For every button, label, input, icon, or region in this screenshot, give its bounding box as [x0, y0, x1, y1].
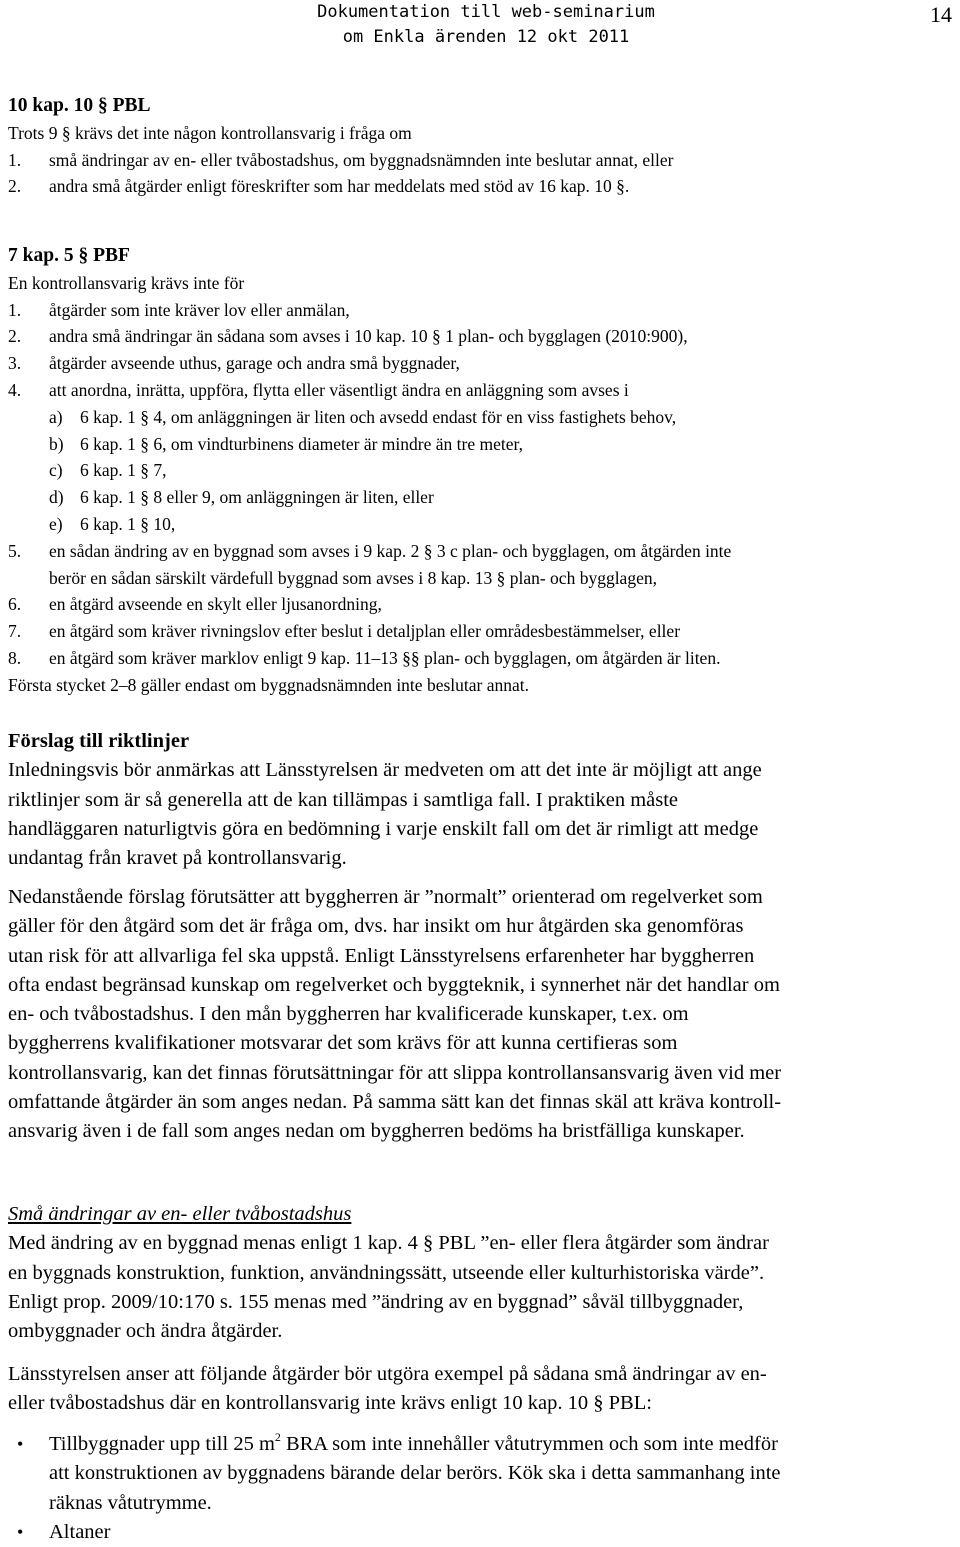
paragraph-line: ofta endast begränsad kunskap om regelverket och byggteknik, i synnerhet när det handlar om: [8, 973, 780, 996]
bullet-item-continuation: att konstruktionen av byggnadens bärande delar berörs. Kök ska i detta sammanhang inte: [49, 1462, 781, 1485]
pbf-heading: 7 kap. 5 § PBF: [8, 245, 130, 266]
sma-paragraph-2: [0, 1360, 958, 1419]
paragraph-line: Inledningsvis bör anmärkas att Länsstyrelsen är medveten om att det inte är möjligt att ange: [8, 759, 762, 782]
pbf-closing: Första stycket 2–8 gäller endast om byggnadsnämnden inte beslutar annat.: [8, 674, 529, 695]
forslag-section: [0, 727, 958, 873]
paragraph-line: undantag från kravet på kontrollansvarig.: [8, 847, 347, 870]
list-item: 7. en åtgärd som kräver rivningslov efter beslut i detaljplan eller områdesbestämmelser, eller: [8, 621, 681, 642]
sma-heading: Små ändringar av en- eller tvåbostadshus: [8, 1203, 352, 1225]
pbl-intro: Trots 9 § krävs det inte någon kontrollansvarig i fråga om: [8, 122, 412, 143]
header-title: [296, 0, 676, 50]
paragraph-line: Nedanstående förslag förutsätter att byggherren är ”normalt” orienterad om regelverket som: [8, 886, 763, 908]
paragraph-line: kontrollansvarig, kan det finnas förutsättningar för att slippa kontrollansansvarig även vid mer: [8, 1061, 782, 1084]
paragraph-line: en byggnads konstruktion, funktion, användningssätt, utseende eller kulturhistoriska värde”.: [8, 1261, 765, 1284]
pbf-intro: En kontrollansvarig krävs inte för: [8, 272, 245, 293]
bullet-icon: •: [17, 1434, 24, 1454]
sub-list-item: e) 6 kap. 1 § 10,: [49, 513, 176, 534]
paragraph-line: ansvarig även i de fall som anges nedan om byggherren bedöms ha bristfälliga kunskaper.: [8, 1120, 745, 1143]
sub-list-item: d) 6 kap. 1 § 8 eller 9, om anläggningen är liten, eller: [49, 487, 434, 508]
list-item: 2. andra små ändringar än sådana som avses i 10 kap. 10 § 1 plan- och bygglagen (2010:900),: [8, 326, 688, 347]
sub-list-item: a) 6 kap. 1 § 4, om anläggningen är liten och avsedd endast för en viss fastighets behov,: [49, 406, 677, 427]
paragraph-line: Länsstyrelsen anser att följande åtgärder bör utgöra exempel på sådana små ändringar av en-: [8, 1363, 767, 1385]
paragraph-line: utan risk för att allvarliga fel ska uppstå. Enligt Länsstyrelsens erfarenheter har byggherren: [8, 944, 755, 967]
sub-list-item: b) 6 kap. 1 § 6, om vindturbinens diameter är mindre än tre meter,: [49, 433, 523, 454]
bullet-icon: •: [17, 1521, 24, 1542]
list-item: 3. åtgärder avseende uthus, garage och andra små byggnader,: [8, 353, 460, 374]
page-header: [0, 0, 960, 50]
header-line-2: om Enkla ärenden 12 okt 2011: [342, 27, 630, 47]
paragraph-line: ombyggnader och ändra åtgärder.: [8, 1320, 283, 1343]
page-number: 14: [930, 2, 952, 27]
header-line-1: Dokumentation till web-seminarium: [317, 2, 655, 22]
forslag-heading: Förslag till riktlinjer: [8, 730, 190, 752]
paragraph-line: en- och tvåbostadshus. I den mån byggherren har kvalificerade kunskaper, t.ex. om: [8, 1003, 689, 1026]
pbf-section: [0, 243, 958, 699]
list-item: 6. en åtgärd avseende en skylt eller ljusanordning,: [8, 594, 382, 615]
list-item: 1. små ändringar av en- eller tvåbostadshus, om byggnadsnämnden inte beslutar annat, eller: [8, 149, 674, 170]
paragraph-line: handläggaren naturligtvis göra en bedömning i varje enskilt fall om det är rimligt att medge: [8, 817, 759, 840]
list-item: 8. en åtgärd som kräver marklov enligt 9 kap. 11–13 §§ plan- och bygglagen, om åtgärden är liten.: [8, 647, 721, 668]
list-item-continuation: berör en sådan särskilt värdefull byggnad som avses i 8 kap. 13 § plan- och bygglagen,: [49, 567, 657, 588]
list-item: 2. andra små åtgärder enligt föreskrifter som har meddelats med stöd av 16 kap. 10 §.: [8, 176, 630, 197]
list-item: 5. en sådan ändring av en byggnad som avses i 9 kap. 2 § 3 c plan- och bygglagen, om åtgärden inte: [8, 540, 732, 561]
paragraph-line: eller tvåbostadshus där en kontrollansvarig inte krävs enligt 10 kap. 10 § PBL:: [8, 1392, 652, 1415]
paragraph-line: gäller för den åtgärd som det är fråga om, dvs. har insikt om hur åtgärden ska genomföras: [8, 915, 744, 938]
bullet-item: • Altaner: [0, 1518, 958, 1547]
pbl-section: [0, 93, 958, 200]
paragraph-line: omfattande åtgärder än som anges nedan. På samma sätt kan det finnas skäl att kräva kontroll-: [8, 1091, 782, 1114]
paragraph-line: Enligt prop. 2009/10:170 s. 155 menas med ”ändring av en byggnad” såväl tillbyggnader,: [8, 1290, 744, 1313]
pbl-heading: 10 kap. 10 § PBL: [8, 95, 151, 116]
paragraph-line: Med ändring av en byggnad menas enligt 1 kap. 4 § PBL ”en- eller flera åtgärder som ändrar: [8, 1232, 769, 1255]
bullet-list: [0, 1430, 958, 1547]
sub-list-item: c) 6 kap. 1 § 7,: [49, 460, 167, 481]
list-item: 4. att anordna, inrätta, uppföra, flytta eller väsentligt ändra en anläggning som avses i: [8, 379, 629, 400]
forslag-paragraph-2: [0, 883, 958, 1147]
paragraph-line: riktlinjer som är så generella att de kan tillämpas i samtliga fall. I praktiken måste: [8, 788, 679, 811]
list-item: 1. åtgärder som inte kräver lov eller anmälan,: [8, 299, 350, 320]
bullet-item-continuation: räknas våtutrymme.: [49, 1491, 212, 1514]
bullet-item: • Tillbyggnader upp till 25 $m^2$ BRA som inte innehåller våtutrymmen och som inte medför: [0, 1430, 958, 1459]
sma-andringar-section: [0, 1200, 958, 1346]
paragraph-line: byggherrens kvalifikationer motsvarar det som krävs för att kunna certifieras som: [8, 1032, 678, 1055]
